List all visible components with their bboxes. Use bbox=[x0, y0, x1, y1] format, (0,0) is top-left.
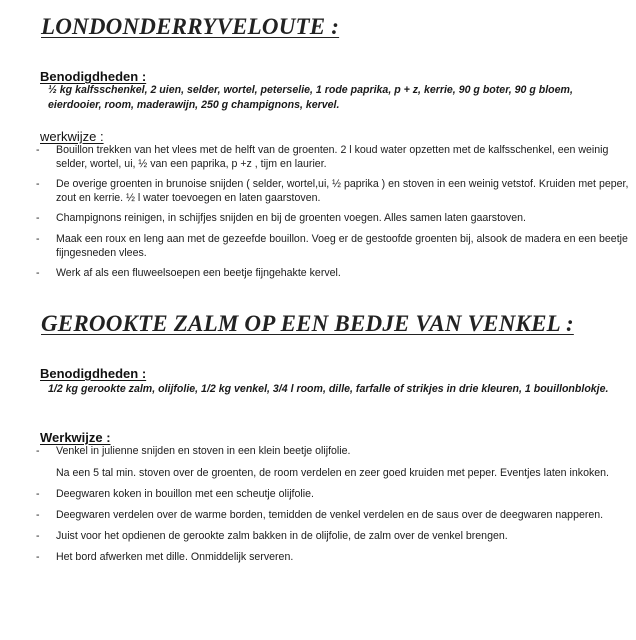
bullet-dash: - bbox=[36, 530, 40, 542]
recipe-title: GEROOKTE ZALM OP EEN BEDJE VAN VENKEL : bbox=[41, 311, 574, 336]
method-heading: werkwijze : bbox=[40, 129, 104, 144]
bullet-dash: - bbox=[36, 212, 40, 224]
step-text: Het bord afwerken met dille. Onmiddelijk serveren. bbox=[56, 551, 294, 563]
method-step bbox=[36, 177, 631, 205]
method-heading: Werkwijze : bbox=[40, 430, 111, 445]
bullet-dash: - bbox=[36, 178, 40, 190]
method-step bbox=[36, 529, 631, 543]
method-step bbox=[36, 232, 631, 260]
method-steps bbox=[36, 143, 631, 280]
bullet-dash: - bbox=[36, 233, 40, 245]
step-text: Juist voor het opdienen de gerookte zalm bakken in de olijfolie, de zalm over de venkel brengen. bbox=[56, 530, 508, 542]
bullet-dash: - bbox=[36, 144, 40, 156]
step-text: Deegwaren koken in bouillon met een scheutje olijfolie. bbox=[56, 488, 314, 500]
step-text: Maak een roux en leng aan met de gezeefde bouillon. Voeg er de gestoofde groenten bij, alsook de madera en een beetje fijngesneden vlees. bbox=[56, 233, 628, 259]
step-text-continued: Na een 5 tal min. stoven over de groenten, de room verdelen en zeer goed kruiden met peper. Eventjes laten inkoken. bbox=[56, 467, 609, 479]
step-text: Werk af als een fluweelsoepen een beetje fijngehakte kervel. bbox=[56, 267, 341, 279]
step-text: Venkel in julienne snijden en stoven in een klein beetje olijfolie. bbox=[56, 445, 351, 457]
method-step bbox=[36, 550, 631, 564]
bullet-dash: - bbox=[36, 509, 40, 521]
bullet-dash: - bbox=[36, 445, 40, 457]
recipe-title: LONDONDERRYVELOUTE : bbox=[41, 14, 340, 39]
method-steps bbox=[36, 444, 631, 564]
step-text: Bouillon trekken van het vlees met de helft van de groenten. 2 l koud water opzetten met de kalfsschenkel, een weinig selder, wortel, ui, ½ van een paprika, p +z , tijm en laurier. bbox=[56, 144, 609, 170]
method-step bbox=[36, 143, 631, 171]
bullet-dash: - bbox=[36, 488, 40, 500]
method-step bbox=[36, 266, 631, 280]
step-text: De overige groenten in brunoise snijden ( selder, wortel,ui, ½ paprika ) en stoven in een weinig vetstof. Kruiden met peper, zout en kerrie. ½ l water toevoegen en laten gaarstoven. bbox=[56, 178, 629, 204]
method-step bbox=[36, 508, 631, 522]
method-step bbox=[36, 487, 631, 501]
step-text: Champignons reinigen, in schijfjes snijden en bij de groenten voegen. Alles samen laten gaarstoven. bbox=[56, 212, 526, 224]
ingredients-list: 1/2 kg gerookte zalm, olijfolie, 1/2 kg venkel, 3/4 l room, dille, farfalle of strikjes in drie kleuren, 1 bouillonblokje. bbox=[48, 383, 609, 395]
ingredients-heading: Benodigdheden : bbox=[40, 69, 147, 84]
ingredients-heading: Benodigdheden : bbox=[40, 366, 147, 381]
bullet-dash: - bbox=[36, 267, 40, 279]
bullet-dash: - bbox=[36, 551, 40, 563]
step-text: Deegwaren verdelen over de warme borden, temidden de venkel verdelen en de saus over de deegwaren napperen. bbox=[56, 509, 604, 521]
method-step bbox=[36, 211, 631, 225]
ingredients-list: ½ kg kalfsschenkel, 2 uien, selder, wortel, peterselie, 1 rode paprika, p + z, kerrie, 90 g boter, 90 g bloem, eierdooier, room, maderawijn, 250 g champignons, kervel. bbox=[48, 84, 573, 111]
method-step bbox=[36, 444, 631, 480]
